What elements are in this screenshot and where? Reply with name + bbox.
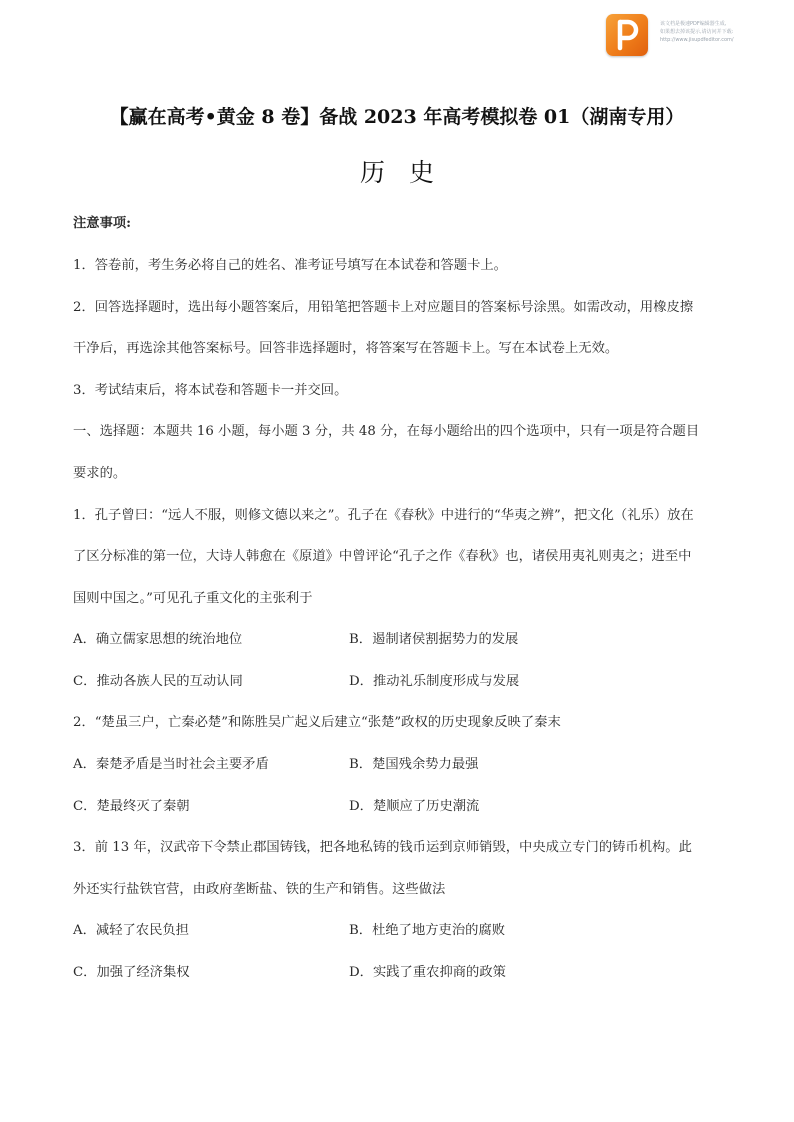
notice-item: 3．考试结束后，将本试卷和答题卡一并交回。 (73, 383, 348, 398)
watermark-link[interactable]: http://www.jisupdfeditor.com/ (660, 37, 734, 43)
question-1-text: 了区分标准的第一位，大诗人韩愈在《原道》中曾评论“孔子之作《春秋》也，诸侯用夷礼则夷之；进至中 (73, 549, 692, 564)
option-d[interactable]: D．实践了重农抑商的政策 (349, 965, 506, 980)
watermark-line: 该文档是极速PDF编辑器生成, (660, 21, 727, 27)
notice-item: 1．答卷前，考生务必将自己的姓名、准考证号填写在本试卷和答题卡上。 (73, 258, 507, 273)
question-3-text: 3．前 13 年，汉武帝下令禁止郡国铸钱，把各地私铸的钱币运到京师销毁，中央成立专门的铸币机构。此 (73, 840, 692, 855)
watermark-text (660, 20, 770, 44)
question-2-options-row (73, 795, 729, 814)
section-instruction: 要求的。 (73, 466, 127, 481)
notice-item: 干净后，再选涂其他答案标号。回答非选择题时，将答案写在答题卡上。写在本试卷上无效。 (73, 341, 619, 356)
option-a[interactable]: A．秦楚矛盾是当时社会主要矛盾 (73, 757, 269, 772)
option-d[interactable]: D．推动礼乐制度形成与发展 (349, 674, 520, 689)
option-c[interactable]: C．推动各族人民的互动认同 (73, 674, 243, 689)
option-b[interactable]: B．杜绝了地方吏治的腐败 (349, 923, 506, 938)
watermark-header (606, 14, 770, 56)
option-c[interactable]: C．楚最终灭了秦朝 (73, 799, 190, 814)
option-b[interactable]: B．楚国残余势力最强 (349, 757, 479, 772)
option-c[interactable]: C．加强了经济集权 (73, 965, 190, 980)
question-3-options-row (73, 919, 729, 938)
question-1-options-row (73, 670, 729, 689)
question-2-text: 2．“楚虽三户，亡秦必楚”和陈胜吴广起义后建立“张楚”政权的历史现象反映了秦末 (73, 715, 561, 730)
option-d[interactable]: D．楚顺应了历史潮流 (349, 799, 480, 814)
pdf-logo-icon (606, 14, 648, 56)
notice-heading: 注意事项: (73, 216, 132, 231)
question-2-options-row (73, 753, 729, 772)
subject-title: 历史 (359, 158, 458, 187)
option-a[interactable]: A．减轻了农民负担 (73, 923, 189, 938)
notice-item: 2．回答选择题时，选出每小题答案后，用铅笔把答题卡上对应题目的答案标号涂黑。如需改动，用橡皮擦 (73, 300, 694, 315)
question-1-text: 1．孔子曾曰：“远人不服，则修文德以来之”。孔子在《春秋》中进行的“华夷之辨”，把文化（礼乐）放在 (73, 508, 694, 523)
section-instruction: 一、选择题：本题共 16 小题，每小题 3 分，共 48 分，在每小题给出的四个选项中，只有一项是符合题目 (73, 424, 700, 439)
exam-title: 【赢在高考•黄金 8 卷】备战 2023 年高考模拟卷 01（湖南专用） (109, 106, 685, 128)
option-a[interactable]: A．确立儒家思想的统治地位 (73, 632, 243, 647)
question-1-text: 国则中国之。”可见孔子重文化的主张利于 (73, 591, 313, 606)
question-3-options-row (73, 961, 729, 980)
watermark-line: 如果想去掉该提示,请访问并下载: (660, 29, 734, 35)
question-1-options-row (73, 628, 729, 647)
question-3-text: 外还实行盐铁官营，由政府垄断盐、铁的生产和销售。这些做法 (73, 882, 446, 897)
option-b[interactable]: B．遏制诸侯割据势力的发展 (349, 632, 519, 647)
